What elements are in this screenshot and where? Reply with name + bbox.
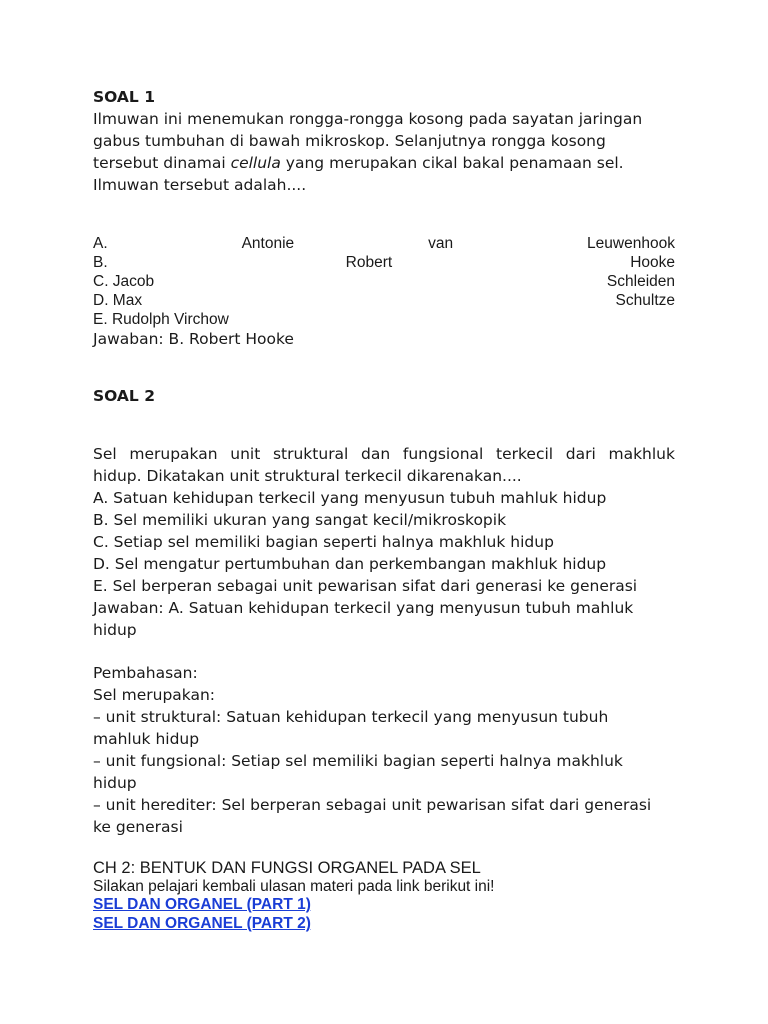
soal-1-question-line-4: Ilmuwan tersebut adalah.... bbox=[93, 176, 307, 194]
soal-2-question-line-2: hidup. Dikatakan unit struktural terkecil dikarenakan.... bbox=[93, 467, 522, 485]
soal-2-option-b: B. Sel memiliki ukuran yang sangat kecil/mikroskopik bbox=[93, 511, 507, 529]
soal-2-option-a: A. Satuan kehidupan terkecil yang menyusun tubuh mahluk hidup bbox=[93, 489, 607, 507]
question-italic-term: cellula bbox=[230, 154, 281, 172]
option-e-row bbox=[93, 310, 675, 329]
option-d-label: D. Max bbox=[93, 292, 143, 309]
soal-1-question-line-2: gabus tumbuhan di bawah mikroskop. Selanjutnya rongga kosong bbox=[93, 132, 606, 150]
discussion-line: mahluk hidup bbox=[93, 730, 200, 748]
chapter-section bbox=[93, 859, 675, 933]
soal-2-option-d: D. Sel mengatur pertumbuhan dan perkembangan makhluk hidup bbox=[93, 555, 607, 573]
soal-2-section bbox=[93, 443, 675, 641]
link-sel-organel-part-1[interactable]: SEL DAN ORGANEL (PART 1) bbox=[93, 896, 311, 913]
question-text: yang merupakan cikal bakal penamaan sel. bbox=[280, 154, 624, 172]
discussion-line: Sel merupakan: bbox=[93, 686, 216, 704]
discussion-line: – unit fungsional: Setiap sel memiliki bagian seperti halnya makhluk bbox=[93, 752, 623, 770]
option-b-word: Hooke bbox=[630, 254, 675, 271]
soal-2-option-c: C. Setiap sel memiliki bagian seperti halnya makhluk hidup bbox=[93, 533, 554, 551]
option-a-row bbox=[93, 234, 675, 253]
chapter-instruction: Silakan pelajari kembali ulasan materi pada link berikut ini! bbox=[93, 878, 495, 895]
soal-1-heading: SOAL 1 bbox=[93, 88, 155, 106]
option-b-word: Robert bbox=[345, 254, 393, 271]
discussion-line: hidup bbox=[93, 774, 137, 792]
option-d-word: Schultze bbox=[615, 292, 675, 309]
soal-2-answer-line-2: hidup bbox=[93, 621, 137, 639]
soal-2-heading-block bbox=[93, 385, 675, 407]
option-e-label: E. Rudolph Virchow bbox=[93, 311, 229, 328]
option-a-word: Antonie bbox=[241, 235, 295, 252]
soal-1-options bbox=[93, 234, 675, 329]
soal-1-section bbox=[93, 86, 675, 196]
option-a-word: Leuwenhook bbox=[587, 235, 675, 252]
soal-1-answer-block bbox=[93, 328, 675, 350]
discussion-heading: Pembahasan: bbox=[93, 664, 198, 682]
discussion-section bbox=[93, 662, 675, 838]
option-c-label: C. Jacob bbox=[93, 273, 155, 290]
soal-2-answer-line-1: Jawaban: A. Satuan kehidupan terkecil yang menyusun tubuh mahluk bbox=[93, 599, 634, 617]
soal-2-option-e: E. Sel berperan sebagai unit pewarisan sifat dari generasi ke generasi bbox=[93, 577, 638, 595]
discussion-line: ke generasi bbox=[93, 818, 183, 836]
soal-1-answer: Jawaban: B. Robert Hooke bbox=[93, 330, 294, 348]
soal-1-question-line-3 bbox=[93, 152, 675, 174]
soal-2-heading: SOAL 2 bbox=[93, 387, 155, 405]
discussion-line: – unit herediter: Sel berperan sebagai unit pewarisan sifat dari generasi bbox=[93, 796, 652, 814]
soal-2-question-line-1: Sel merupakan unit struktural dan fungsional terkecil dari makhluk bbox=[93, 445, 675, 463]
option-c-word: Schleiden bbox=[606, 273, 675, 290]
discussion-line: – unit struktural: Satuan kehidupan terkecil yang menyusun tubuh bbox=[93, 708, 609, 726]
question-text: tersebut dinamai bbox=[93, 154, 231, 172]
option-a-label: A. bbox=[93, 235, 108, 252]
option-b-label: B. bbox=[93, 254, 108, 271]
chapter-title: CH 2: BENTUK DAN FUNGSI ORGANEL PADA SEL bbox=[93, 859, 481, 877]
option-a-word: van bbox=[428, 235, 454, 252]
option-d-row bbox=[93, 291, 675, 310]
link-sel-organel-part-2[interactable]: SEL DAN ORGANEL (PART 2) bbox=[93, 915, 311, 932]
option-c-row bbox=[93, 272, 675, 291]
soal-1-question-line-1: Ilmuwan ini menemukan rongga-rongga kosong pada sayatan jaringan bbox=[93, 110, 643, 128]
option-b-row bbox=[93, 253, 675, 272]
